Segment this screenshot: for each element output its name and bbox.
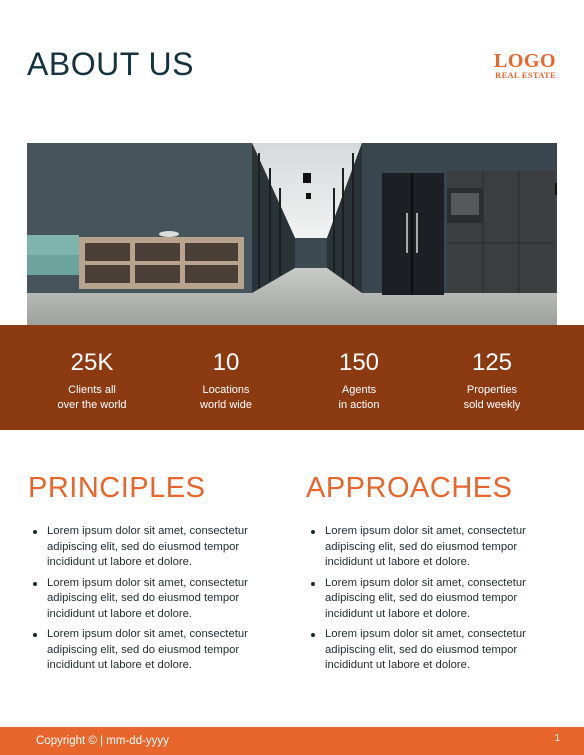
stat-label: Clients all over the world (57, 384, 127, 411)
bullet-icon (33, 530, 37, 534)
stat-label: Properties sold weekly (463, 384, 521, 411)
stat-value: 150 (338, 349, 380, 376)
stat-label: Agents in action (338, 384, 380, 411)
principles-section (28, 470, 278, 679)
list-item: Lorem ipsum dolor sit amet, consectetur adipiscing elit, sed do eiusmod tempor incididunt ut labore et dolore. (28, 524, 278, 571)
footer-copyright: Copyright © | mm-dd-yyyy (36, 735, 169, 747)
page-number: 1 (554, 733, 560, 744)
logo-sub-text: REAL ESTATE (495, 70, 556, 80)
logo (494, 52, 556, 80)
list-item: Lorem ipsum dolor sit amet, consectetur adipiscing elit, sed do eiusmod tempor incididunt ut labore et dolore. (28, 627, 278, 674)
stat-locations (166, 325, 286, 413)
list-item: Lorem ipsum dolor sit amet, consectetur adipiscing elit, sed do eiusmod tempor incididunt ut labore et dolore. (306, 576, 556, 623)
list-item: Lorem ipsum dolor sit amet, consectetur adipiscing elit, sed do eiusmod tempor incididunt ut labore et dolore. (306, 524, 556, 571)
list-item: Lorem ipsum dolor sit amet, consectetur adipiscing elit, sed do eiusmod tempor incididunt ut labore et dolore. (306, 627, 556, 674)
bullet-icon (311, 633, 315, 637)
stat-properties (432, 325, 552, 413)
bullet-icon (33, 633, 37, 637)
list-item: Lorem ipsum dolor sit amet, consectetur adipiscing elit, sed do eiusmod tempor incididunt ut labore et dolore. (28, 576, 278, 623)
office-photo-illustration (27, 143, 557, 325)
stat-value: 10 (212, 349, 240, 376)
stat-value: 125 (471, 349, 513, 376)
bullet-icon (311, 582, 315, 586)
office-hallway-photo (27, 143, 557, 325)
stat-label: Locations world wide (200, 384, 252, 411)
bullet-icon (33, 582, 37, 586)
principles-list (28, 524, 278, 674)
bullet-icon (311, 530, 315, 534)
approaches-list (306, 524, 556, 674)
logo-main-text: LOGO (493, 50, 556, 72)
stat-clients (32, 325, 152, 413)
footer (0, 727, 584, 755)
approaches-section (306, 470, 556, 679)
page-title: ABOUT US (27, 46, 194, 82)
approaches-heading: APPROACHES (306, 472, 513, 504)
principles-heading: PRINCIPLES (28, 472, 206, 504)
stats-band (0, 325, 584, 430)
stat-agents (299, 325, 419, 413)
stat-value: 25K (70, 349, 114, 376)
